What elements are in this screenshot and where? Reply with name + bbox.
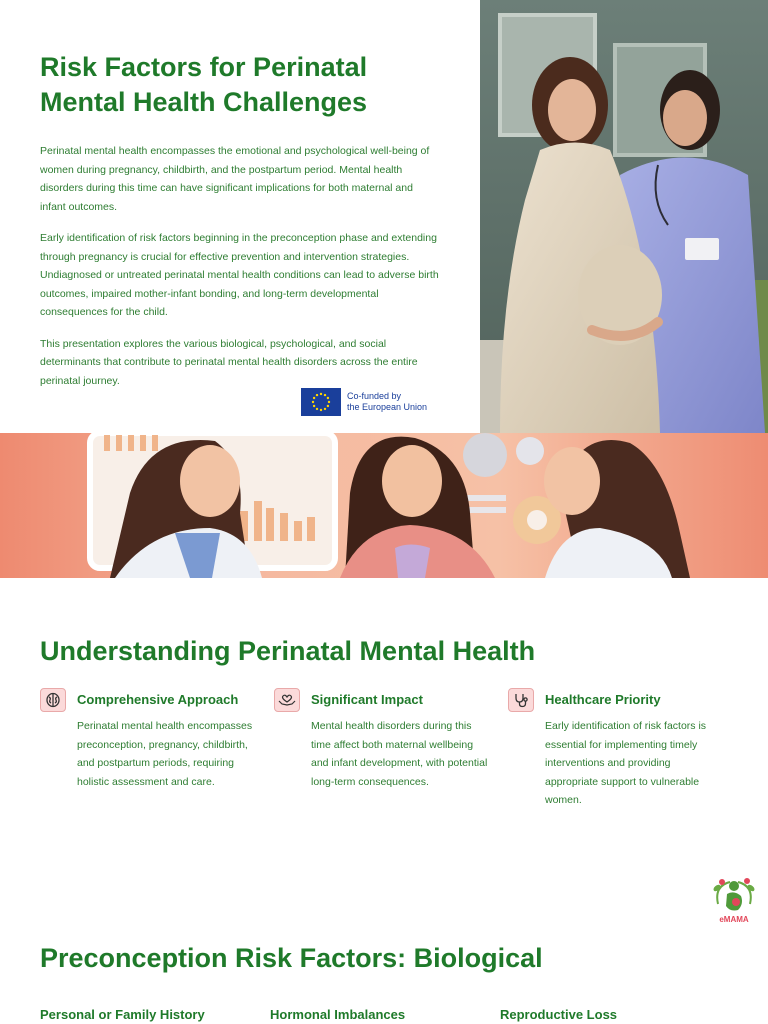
- hero-photo-mother-and-nurse: [480, 0, 768, 433]
- feature-body: Mental health disorders during this time affect both maternal wellbeing and infant development, with potential long-term consequences.: [311, 720, 488, 788]
- brain-icon: [40, 688, 66, 712]
- hero-section: [0, 0, 768, 433]
- svg-text:eMAMA: eMAMA: [719, 915, 749, 924]
- heading-personal-family-history: Personal or Family History: [40, 1007, 205, 1022]
- page-title: Risk Factors for Perinatal Mental Health Challenges: [40, 52, 368, 117]
- heart-hands-icon: [274, 688, 300, 712]
- eu-funding-text: Co-funded by the European Union: [347, 391, 428, 412]
- hero-text: [40, 50, 440, 390]
- feature-title: Comprehensive Approach: [77, 692, 239, 707]
- feature-body: Early identification of risk factors is essential for implementing timely interventions and providing appropriate support to vulnerable women.: [545, 720, 707, 806]
- heading-hormonal-imbalances: Hormonal Imbalances: [270, 1007, 406, 1022]
- feature-title: Significant Impact: [311, 692, 423, 707]
- preconception-section-title: Preconception Risk Factors: Biological: [40, 943, 543, 973]
- heading-reproductive-loss: Reproductive Loss: [500, 1007, 618, 1022]
- understanding-section-title: Understanding Perinatal Mental Health: [40, 636, 536, 666]
- stethoscope-icon: [508, 688, 534, 712]
- intro-paragraph-2: Early identification of risk factors beginning in the preconception phase and extending through pregnancy is crucial for effective prevention and intervention strategies. Undiagnosed or untreated perinatal mental health conditions can lead to adverse birth outcomes, impaired mother-infant bonding, and long-term developmental consequences for the child.: [40, 232, 439, 318]
- feature-body: Perinatal mental health encompasses preconception, pregnancy, childbirth, and postpartum periods, requiring holistic assessment and care.: [77, 720, 253, 788]
- feature-title: Healthcare Priority: [545, 692, 661, 707]
- emama-logo: [708, 874, 760, 926]
- intro-paragraph-1: Perinatal mental health encompasses the emotional and psychological well-being of women during pregnancy, childbirth, and the postpartum period. Mental health disorders during this time can have significant implications for both maternal and infant outcomes.: [40, 145, 430, 213]
- banner-illustration-doctors-and-woman: [0, 433, 768, 578]
- eu-flag-icon: [301, 388, 341, 416]
- eu-cofunded-badge: [301, 388, 441, 416]
- intro-paragraph-3: This presentation explores the various biological, psychological, and social determinants that contribute to perinatal mental health disorders across the entire perinatal journey.: [40, 337, 418, 387]
